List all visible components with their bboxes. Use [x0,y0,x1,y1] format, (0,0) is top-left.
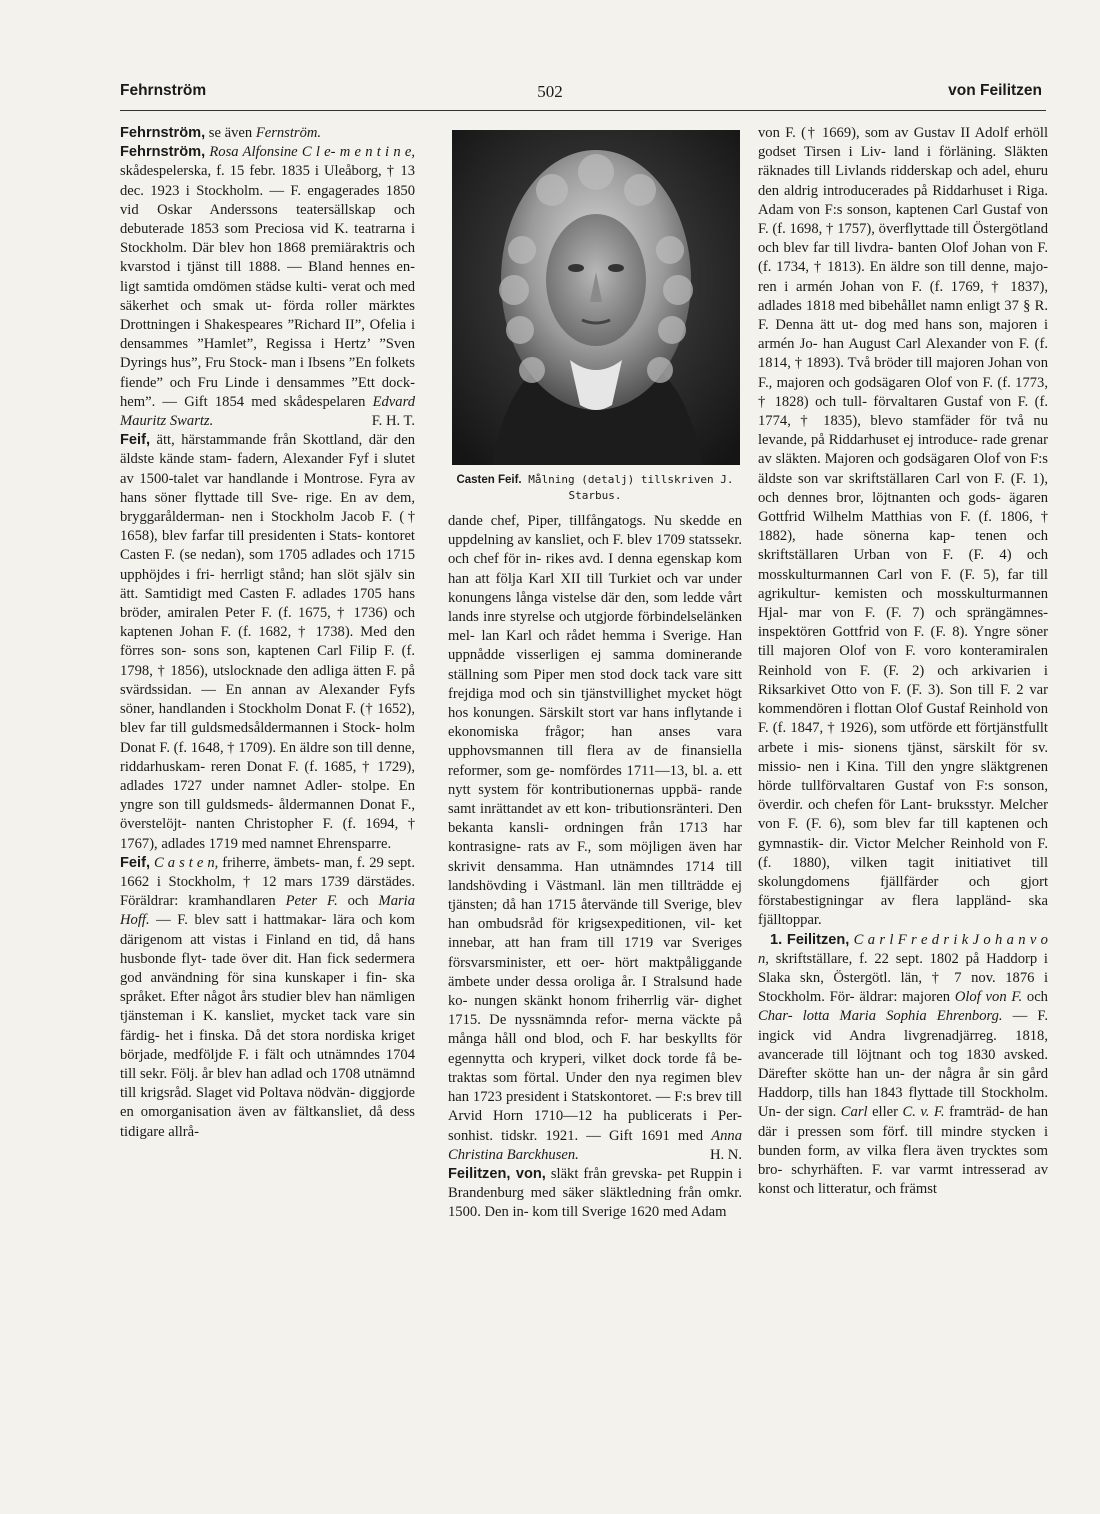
entry-text: ätt, härstammande från Skottland, där den äldste kände stam- fadern, Alexander Fyf i slutet av 1500-talet var handlande i Montrose. Fyra av hans söner flyttade till Sve- rige. En av dem, bryggarålderman- nen i Stockholm Jacob F. († 1658), blev farfar till presidenten i Stats- kontoret Casten F. (se nedan), som 1705 adlades och 1715 upphöjdes i fri- herrligt stånd; han slöt själv sin ätt. Samtidigt med Casten F. adlades 1705 hans bröder, amiralen Peter F. (f. 1675, † 1736) och kaptenen Johan F. (f. 1682, † 1738). Med den förres son- sons son, kaptenen Carl Filip F. (f. 1798, † 1856), utslocknade den adliga ätten F. på svärdssidan. — En annan av Alexander Fyfs söner, handlanden i Stockholm Donat F. († 1652), blev far till guldsmedsåldermannen i Stock- holm Donat F. (f. 1648, † 1709). En äldre son till denne, riddarhuskam- reren Donat F. (f. 1685, † 1729), adlades 1727 under namnet Adler- stolpe. En yngre son till guldsmeds- åldermannen Donat F., överstelöjt- nanten Christopher F. (f. 1694, † 1767), adlades 1719 med namnet Ehrensparre. [120,432,415,852]
author-signature: H. N. [709,1146,742,1163]
given-name-spaced: C a r l F r e d r i k J o h a n v o n, [758,931,1048,967]
conjunction: och [1026,989,1048,1006]
running-head-left: Fehrnström [120,82,207,99]
portrait-illustration [452,130,740,465]
author-signature: F. H. T. [371,413,415,430]
cross-reference: Fernström. [255,125,322,141]
column-2 [448,512,742,1223]
entry-fehrnstrom-ref [120,124,415,143]
caption-text: Målning (detalj) tillskriven J. Starbus. [528,473,734,502]
entry-feif-casten-cont [448,512,742,1165]
entry-text: dande chef, Piper, tillfångatogs. Nu skedde en uppdelning av kansliet, och F. blev 1709 statssekr. och chef för in- rikes avd. I denna egenskap kom han att följa Karl XII till Turkiet och var under konungens långa vistelse där den, som ledde vårt lands inre styrelse och utgjorde förbindelselänken mel- lan Karl och rådet hemma i Sverige. Han uppnådde visserligen ej samma dominerande ställning som Piper men stod dock tack vare sitt frejdiga mod och sin tjänstvillighet mycket högt hos konungen. Särskilt stort var hans inflytande i ekonomiska frågor; han anses vara upphovsmannen till flera av de finansiella reformer, som ge- nomfördes 1711—13, bl. a. ett nytt system för kontributionernas uppbä- rande samt inrättandet av ett kon- tributionsränteri. Den bekanta kansli- ordningen från 1713 har kontrasigne- rats av F., som möjligen även har skrivit densamma. Han utnämndes 1714 till landshövding i Västmanl. län men tillträdde ej tjänsten; då han 1715 återvände till Sverige, blev han ombudsråd för krigsexpeditionen, vil- ket innebar, att han fram till 1719 var Sveriges försvarsminister, ett oer- hört maktpåliggande ämbete under dessa oroliga år. I Stralsund hade ko- nungen skänkt honom friherrlig vär- dighet 1715. De nyssnämnda refor- merna väckte på många håll ond blod, och F. har beskyllts för egennytta och kryperi, vilket dock torde få be- traktas som förtal. Under den nya regimen blev han 1723 president i Statskontoret. — F:s brev till Arvid Horn 1710—12 ha publicerats i Per- sonhist. tidskr. 1921. — Gift 1691 med [448,513,742,1144]
entry-feif-family [120,431,415,853]
entry-text: skriftställare, f. 22 sept. 1802 på Haddorp i Slaka skn, Östergötl. län, † 7 nov. 1876 i Stockholm. För- äldrar: majoren [758,950,1048,1006]
given-name-spaced: C l e- m e n t i n e, [301,144,415,161]
entry-text: se även [208,125,253,141]
spouse-name: Edvard Mauritz Swartz. [120,393,415,430]
entry-text: — F. ingick vid Andra livgrenadjärreg. 1818, avancerade till löjtnant och tog 1830 avsked. Därefter skötte han un- der några år sin gård Haddorp, tills han 1843 flyttade till Stockholm. Un- der sign. [758,1008,1048,1121]
entry-text: framträd- de han där i pressen som förf. till mindre stycken i bunden form, av vilka flera även trycktes som bro- schyrhäften. F. var varmt intresserad av konst och litteratur, och främst [758,1104,1049,1198]
headword: Feif, [120,854,150,871]
entry-text: von F. († 1669), som av Gustav II Adolf erhöll godset Tirsen i Liv- land i förläning. Släkten räknades till Livlands ridderskap och adel, ehuru den aldrig introducerades på Riddarhuset i Riga. Adam von F:s sonson, kaptenen Carl Gustaf von F. (f. 1698, † 1757), överflyttade till Östergötland och blev far till livdra- banten Olof Johan von F. (f. 1734, † 1813). En äldre son till denne, majo- ren i armén Johan von F. (f. 1769, † 1837), adlades 1818 med bibehållet namn enligt 37 § R. F. Denna ätt ut- dog med hans son, majoren i armén Jo- han August Carl Alexander von F. (f. 1814, † 1893). Två bröder till majoren Johan von F., majoren och godsägaren Olof von F. (f. 1773, † 1828) och tull- förvaltaren Gustaf von F. (f. 1774, † 1835), blevo stamfäder för två nu levande, på Riddarhuset ej introduce- rade grenar av släkten. Majoren och godsägaren Olof von F:s äldste son var skriftställaren Carl von F. (F. 1), och dennes bror, löjtnanten och gods- ägaren Gottfrid Wilhelm Matthias von F. (f. 1806, † 1882), hade sönerna kap- tenen och skriftställaren Urban von F. (F. 4) och mosskulturmannen Carl von F. (F. 5), far till agrikultur- kemisten och mosskulturmannen Hjal- mar von F. (F. 7) och sprängämnes- inspektören Gottfrid von F. (F. 8). Yngre söner till majoren Olof von F. voro konteramiralen Reinhold von F. (F. 2) och arkivarien i Riksarkivet Otto von F. (F. 3). Son till F. 2 var kommendören i flottan Olof Gustaf Reinhold von F. (f. 1847, † 1926), som utförde ett förtjänstfullt arbete i mis- sionens tjänst, särskilt för sv. missio- nen i Kina. Till den yngre släktgrenen hörde tullförvaltaren Gustaf von F:s sonson, överdir. och chefen för Lant- bruksstyr. Melcher von F. (F. 6), som blev far till kaptenen och gymnastik- dir. Victor Melcher Reinhold von F. (f. 1880), vilken tagit initiativet till skolungdomens fjällfärder och gjort förstabestigningar av flera lappländ- ska fjälltoppar. [758,125,1048,929]
mother-name: Char- lotta Maria Sophia Ehrenborg. [758,1008,1003,1025]
spouse-name: Anna Christina Barckhusen. [448,1127,742,1163]
page-number: 502 [537,82,563,101]
signature-initials: C. v. F. [902,1104,945,1121]
mother-name: Maria Hoff. [120,893,416,929]
headword: Fehrnström, [120,125,206,141]
entry-fehrnstrom-rosa [120,143,415,431]
column-3 [758,124,1048,1199]
entry-feilitzen-family-cont [758,124,1048,931]
headword: Feilitzen, von, [448,1165,546,1182]
father-name: Peter F. [285,893,338,910]
entry-text: friherre, ämbets- man, f. 29 sept. 1662 i Stockholm, † 12 mars 1739 därstädes. Föräldrar: kramhandlaren [120,854,415,910]
signature-name: Carl [840,1104,868,1121]
headword: Fehrnström, [120,144,206,161]
entry-feilitzen-family [448,1165,742,1223]
header-rule [120,110,1046,111]
headword: 1. Feilitzen, [770,931,850,948]
entry-text: — F. blev satt i hattmakar- lära och kom därigenom att vistas i Finland en tid, då hans husbonde flyt- tade över dit. Han fick sedermera god användning för sina kunskaper i fin- ska språket. Efter något års studier blev han nämligen tjänsteman i K. kansliet, mycket tack vare sin färdig- het i finska. Då det stora nordiska kriget började, medföljde F. i fält och utnämndes 1704 till sekr. Följ. år blev han adlad och 1708 utnämnd till krigsråd. Slaget vid Poltava nödvän- diggjorde en omorganisation även av fältkansliet, då dess tidigare allrå- [120,912,416,1140]
given-name: Rosa Alfonsine [209,144,298,161]
entry-text: släkt från grevska- pet Ruppin i Brandenburg med säker släktledning från omkr. 1500. Den in- kom till Sverige 1620 med Adam [448,1165,742,1221]
running-head-right: von Feilitzen [948,82,1042,99]
caption-lead: Casten Feif. [456,474,522,486]
headword: Feif, [120,432,150,449]
entry-feif-casten [120,854,415,1142]
portrait-image [452,130,740,465]
conjunction: och [347,893,369,910]
father-name: Olof von F. [954,989,1023,1006]
entry-feilitzen-carl [758,931,1048,1200]
conjunction: eller [872,1104,898,1121]
figure-caption [448,472,742,503]
given-name-spaced: C a s t e n, [154,854,219,871]
entry-text: skådespelerska, f. 15 febr. 1835 i Uleåborg, † 13 dec. 1923 i Stockholm. — F. engagerades 1850 vid Oskar Anderssons teatersällskap och debuterade 1853 som Preciosa vid K. teatrarna i Stockholm. Där blev hon 1868 premiäraktris och kvarstod i tjänst till 1888. — Bland hennes en- ligt samtida omdömen städse kulti- verat och med säkerhet och smak ut- förda roller märktes Drottningen i Shakespeares ”Richard II”, Ofelia i densammes ”Hamlet”, Regissa i Hertz’ ”Sven Dyrings hus”, Fru Stock- man i Ibsens ”En folkets fiende” och Fru Linde i densammes ”Ett dock- hem”. — Gift 1854 med skådespelaren [120,163,415,410]
column-1 [120,124,415,1142]
